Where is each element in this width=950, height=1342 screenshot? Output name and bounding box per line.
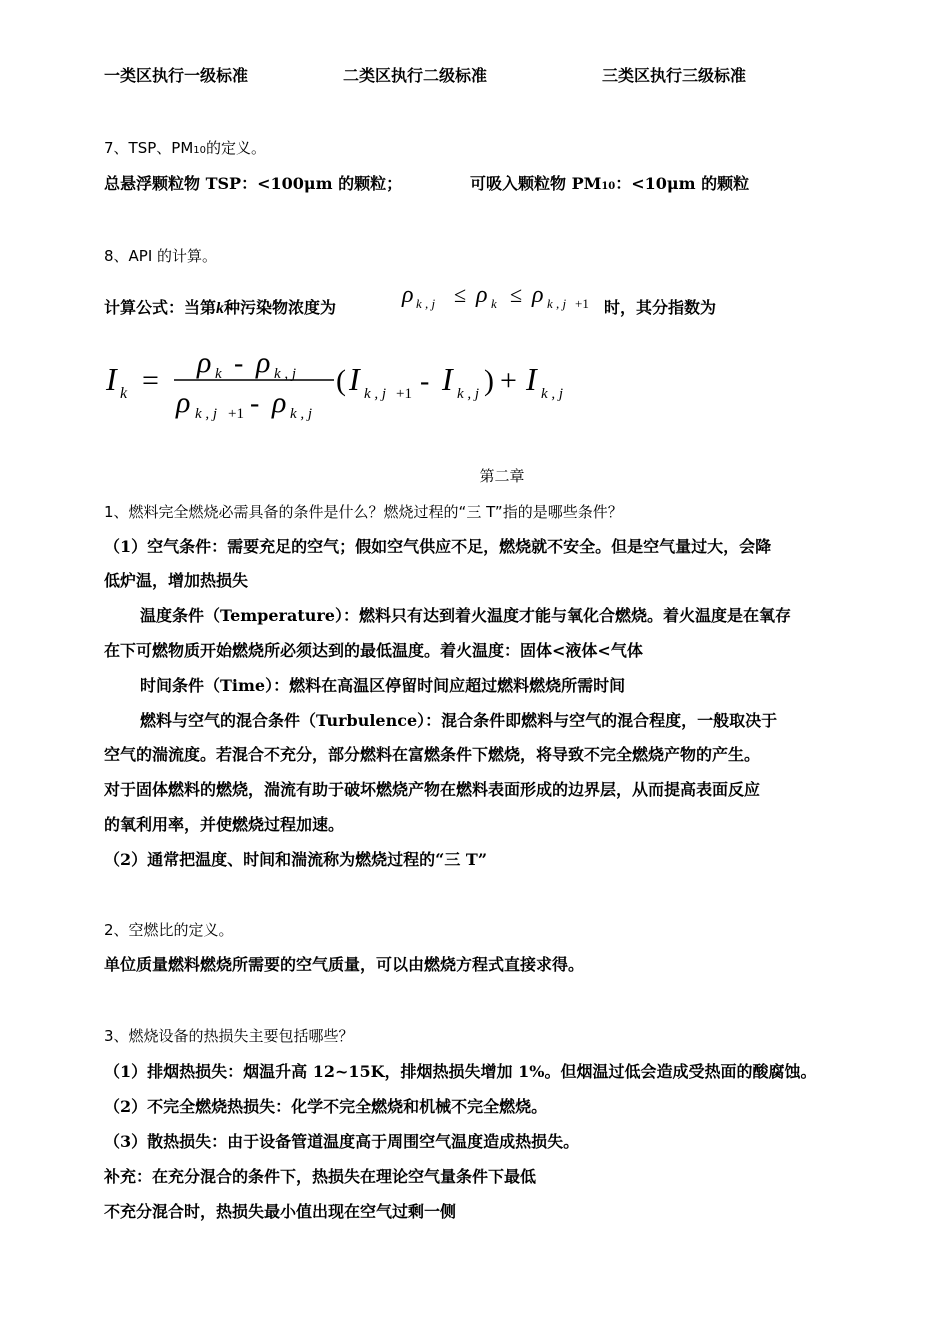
chapter-title: 第二章 [479,467,525,485]
svg-text:I: I [442,361,453,397]
temperature-condition-line2: 在下可燃物质开始燃烧所必须达到的最低温度。着火温度：固体<液体<气体 [104,641,643,660]
svg-text:-: - [420,366,430,397]
svg-text:=: = [142,364,159,397]
turbulence-condition-line2: 空气的湍流度。若混合不充分，部分燃料在富燃条件下燃烧，将导致不完全燃烧产物的产生。 [104,745,761,764]
formula-intro: 计算公式：当第k种污染物浓度为 [104,298,337,317]
supplement-line1: 补充：在充分混合的条件下，热损失在理论空气量条件下最低 [104,1167,537,1186]
svg-text:k , j: k , j [274,366,297,382]
heat-loss-incomplete: （2）不完全燃烧热损失：化学不完全燃烧和机械不完全燃烧。 [104,1097,548,1116]
svg-text:-: - [250,388,260,419]
air-condition-line1: （1）空气条件：需要充足的空气；假如空气供应不足，燃烧就不安全。但是空气量过大，会降 [104,537,772,556]
concentration-inequality [398,276,603,316]
svg-text:k , j: k , j [547,296,567,311]
three-t-summary: （2）通常把温度、时间和湍流称为燃烧过程的“三 T” [104,850,488,869]
chapter2-question-2-title: 2、空燃比的定义。 [104,921,234,939]
svg-text:ρ: ρ [272,386,287,419]
svg-text:ρ: ρ [402,282,414,308]
svg-text:k , j: k , j [416,296,436,311]
svg-text:≤: ≤ [510,282,523,307]
svg-text:+1: +1 [228,406,244,422]
time-condition: 时间条件（Time）：燃料在高温区停留时间应超过燃料燃烧所需时间 [140,676,626,695]
standard-class-3: 三类区执行三级标准 [602,66,747,85]
turbulence-condition-line4: 的氧利用率，并使燃烧过程加速。 [104,815,345,834]
heat-loss-dissipation: （3）散热损失：由于设备管道温度高于周围空气温度造成热损失。 [104,1132,580,1151]
standard-class-2: 二类区执行二级标准 [343,66,488,85]
svg-text:k , j: k , j [541,386,564,402]
svg-text:ρ: ρ [176,386,191,419]
svg-text:I: I [106,361,117,397]
standard-class-1: 一类区执行一级标准 [104,66,249,85]
air-condition-line2: 低炉温，增加热损失 [104,571,249,590]
svg-text:): ) [484,364,494,397]
question-7-answer-tsp: 总悬浮颗粒物 TSP：<100μm 的颗粒； [104,174,403,193]
svg-text:-: - [234,348,244,379]
svg-text:ρ: ρ [532,282,544,308]
chapter2-question-1-title: 1、燃料完全燃烧必需具备的条件是什么？燃烧过程的“三 T”指的是哪些条件？ [104,503,623,521]
question-8-title: 8、API 的计算。 [104,247,218,265]
svg-text:+1: +1 [575,296,589,311]
svg-text:ρ: ρ [197,346,212,379]
api-formula [104,340,604,430]
svg-text:(: ( [336,364,346,397]
question-7-title: 7、TSP、PM10的定义。 [104,139,267,157]
svg-text:k: k [120,385,128,402]
svg-text:k: k [491,296,497,311]
chapter2-question-3-title: 3、燃烧设备的热损失主要包括哪些？ [104,1027,354,1045]
svg-text:ρ: ρ [476,282,488,308]
supplement-line2: 不充分混合时，热损失最小值出现在空气过剩一侧 [104,1202,457,1221]
formula-intro-tail: 时，其分指数为 [604,298,717,317]
turbulence-condition-line1: 燃料与空气的混合条件（Turbulence）：混合条件即燃料与空气的混合程度，一般取决于 [140,711,778,730]
svg-text:+1: +1 [396,386,412,402]
chapter2-question-2-answer: 单位质量燃料燃烧所需要的空气质量，可以由燃烧方程式直接求得。 [104,955,585,974]
heat-loss-exhaust: （1）排烟热损失：烟温升高 12~15K，排烟热损失增加 1%。但烟温过低会造成受热面的酸腐蚀。 [104,1062,817,1081]
turbulence-condition-line3: 对于固体燃料的燃烧，湍流有助于破坏燃烧产物在燃料表面形成的边界层，从而提高表面反应 [104,780,761,799]
svg-text:k , j: k , j [195,406,218,422]
temperature-condition-line1: 温度条件（Temperature）：燃料只有达到着火温度才能与氧化合燃烧。着火温度是在氧存 [140,606,791,625]
svg-text:k , j: k , j [457,386,480,402]
question-7-answer-pm10: 可吸入颗粒物 PM10：<10μm 的颗粒 [470,174,750,193]
svg-text:I: I [349,361,360,397]
svg-text:≤: ≤ [454,282,467,307]
svg-text:k: k [215,366,222,382]
svg-text:I: I [526,361,537,397]
svg-text:k , j: k , j [364,386,387,402]
svg-text:k , j: k , j [290,406,313,422]
svg-text:+: + [500,364,517,397]
svg-text:ρ: ρ [256,346,271,379]
